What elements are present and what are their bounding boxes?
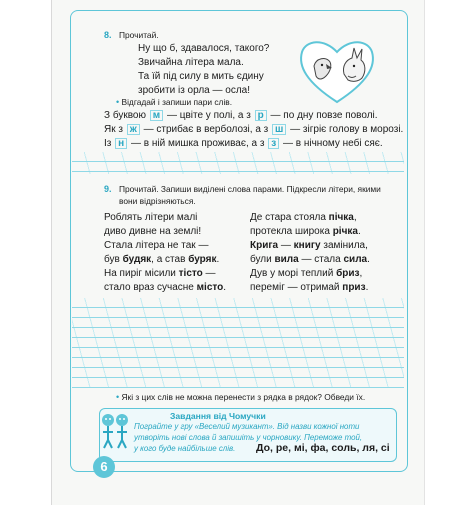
poem-text: , [353, 212, 357, 223]
bullet-icon: • [116, 392, 120, 402]
exercise-9-number: 9. [104, 184, 112, 194]
letter-box: ж [127, 124, 140, 135]
poem-text: переміг — отримай [250, 282, 343, 293]
chomuchka-text-2: утворіть нові слова й запишіть у чорновику. Переможе той, [134, 433, 363, 442]
exercise-8-number: 8. [104, 30, 112, 40]
riddle-text: — в ній мишка проживає, а з [130, 138, 265, 149]
bullet-icon: • [116, 97, 120, 107]
highlighted-word: пічка [328, 212, 354, 223]
riddle-line-2 [104, 123, 403, 137]
poem-left-line [104, 239, 208, 253]
poem-line-4: зробити із орла — осла! [138, 85, 251, 96]
question-text: Які з цих слів не можна перенести з рядка в рядок? Обведи їх. [121, 392, 366, 402]
riddle-text: — в нічному небі сяє. [282, 138, 383, 149]
poem-left-line [104, 211, 197, 225]
page-number: 6 [93, 456, 115, 478]
poem-text: був [104, 254, 123, 265]
highlighted-word: річка [332, 226, 358, 237]
poem-right-line [250, 225, 361, 239]
exercise-8-task [116, 96, 232, 109]
riddle-text: — зігріє голову в морозі. [290, 124, 404, 135]
riddle-line-1 [104, 109, 378, 123]
highlighted-word: приз [342, 282, 366, 293]
highlighted-word: вила [274, 254, 299, 265]
writing-lines-1[interactable] [72, 152, 404, 174]
poem-text: , [359, 268, 363, 279]
poem-left-line [104, 281, 226, 295]
poem-right-line [250, 267, 362, 281]
chomuchka-title: Завдання від Чомучки [170, 411, 266, 421]
riddle-line-3 [104, 137, 383, 151]
poem-text: На пиріг місили [104, 268, 179, 279]
poem-text: стало враз сучасне [104, 282, 197, 293]
riddle-text: З буквою [104, 110, 146, 121]
heart-animals-illustration [296, 36, 378, 106]
chomuchka-text-1: Пограйте у гру «Веселий музикант». Від назви кожної ноти [134, 422, 360, 431]
exercise-9-instruction-1: Прочитай. Запиши виділені слова парами. Підкресли літери, якими [119, 184, 381, 194]
letter-box: н [115, 138, 127, 149]
exercise-8-task-text: Відгадай і запиши пари слів. [121, 97, 233, 107]
highlighted-word: будяк [122, 254, 152, 265]
riddle-text: Як з [104, 124, 123, 135]
letter-box: з [268, 138, 279, 149]
poem-text: протекла широка [250, 226, 333, 237]
poem-text: диво дивне на землі! [104, 226, 202, 237]
poem-right-line [250, 211, 357, 225]
poem-text: Дув у морі теплий [250, 268, 337, 279]
exercise-8-instruction: Прочитай. [119, 30, 159, 40]
poem-text: . [365, 282, 369, 293]
poem-right-line [250, 281, 368, 295]
poem-line-2: Звичайна літера мала. [138, 57, 244, 68]
highlighted-word: буряк [188, 254, 217, 265]
music-notes: До, ре, мі, фа, соль, ля, сі [256, 442, 390, 454]
poem-text: — [202, 268, 216, 279]
highlighted-word: бриз [336, 268, 360, 279]
poem-text: Де стара стояла [250, 212, 329, 223]
poem-left-line [104, 267, 216, 281]
highlighted-word: Крига [250, 240, 279, 251]
riddle-text: — стрибає в верболозі, а з [143, 124, 269, 135]
question-line [116, 391, 365, 404]
poem-line-3: Та їй під силу в мить єдину [138, 71, 264, 82]
poem-text: . [223, 282, 227, 293]
riddle-text: — по дну повзе поволі. [270, 110, 378, 121]
poem-text: були [250, 254, 275, 265]
poem-text: Роблять літери малі [104, 212, 198, 223]
poem-left-line: був будяк, а став буряк. [104, 254, 220, 265]
poem-right-line: були вила — стала сила. [250, 254, 370, 265]
chomuchka-text-3: у кого буде найбільше слів. [134, 444, 236, 453]
riddle-text: — цвіте у полі, а з [166, 110, 251, 121]
poem-right-line: Крига — книгу замінила, [250, 240, 368, 251]
letter-box: ш [272, 124, 286, 135]
poem-text: Стала літера не так — [104, 240, 209, 251]
writing-lines-2[interactable] [72, 298, 404, 388]
poem-left-line [104, 225, 201, 239]
exercise-9-instruction-2: вони відрізняються. [119, 196, 196, 206]
poem-line-1: Ну що б, здавалося, такого? [138, 43, 270, 54]
riddle-text: Із [104, 138, 112, 149]
highlighted-word: місто [196, 282, 224, 293]
letter-box: м [150, 110, 163, 121]
letter-box: р [255, 110, 267, 121]
highlighted-word: тісто [178, 268, 203, 279]
chomuchka-characters-icon [100, 410, 130, 452]
poem-text: . [357, 226, 361, 237]
